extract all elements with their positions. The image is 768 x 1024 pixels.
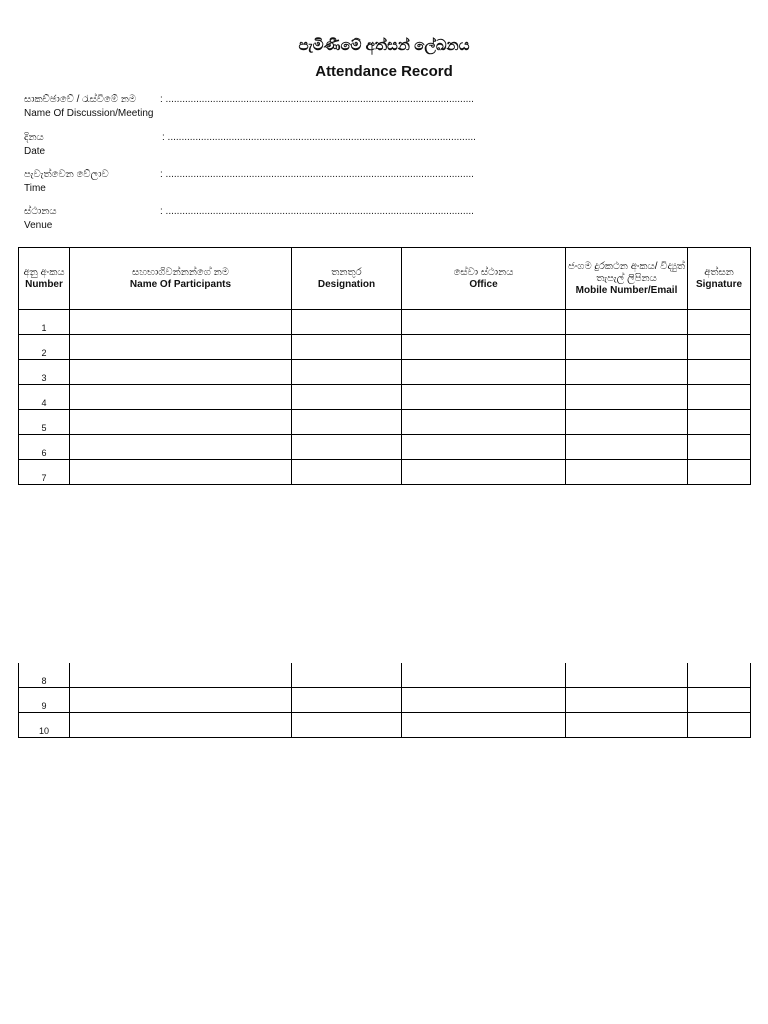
table-row [19, 688, 751, 713]
cell-signature[interactable] [688, 460, 751, 485]
row-number: 6 [19, 435, 70, 460]
cell-signature[interactable] [688, 435, 751, 460]
cell-designation[interactable] [292, 335, 402, 360]
row-number: 9 [19, 688, 70, 713]
field-date-sinhala: දිනය [24, 132, 44, 143]
cell-name[interactable] [70, 688, 292, 713]
cell-contact[interactable] [566, 335, 688, 360]
cell-contact[interactable] [566, 435, 688, 460]
cell-office[interactable] [402, 688, 566, 713]
cell-signature[interactable] [688, 688, 751, 713]
cell-name[interactable] [70, 410, 292, 435]
row-number: 2 [19, 335, 70, 360]
cell-signature[interactable] [688, 335, 751, 360]
document-title-english: Attendance Record [315, 63, 453, 80]
cell-signature[interactable] [688, 310, 751, 335]
header-office [402, 248, 566, 310]
field-date [24, 131, 45, 159]
header-contact-sinhala: ජංගම දුරකථන අංකය/ විද්‍යුත් තැපැල් ලිපිනය [568, 260, 685, 284]
cell-office[interactable] [402, 410, 566, 435]
cell-office[interactable] [402, 335, 566, 360]
cell-office[interactable] [402, 360, 566, 385]
cell-contact[interactable] [566, 385, 688, 410]
cell-name[interactable] [70, 360, 292, 385]
header-office-english: Office [469, 278, 498, 290]
table-row [19, 460, 751, 485]
row-number: 7 [19, 460, 70, 485]
header-name-sinhala: සහභාගිවන්නන්ගේ නම [132, 266, 229, 278]
cell-designation[interactable] [292, 435, 402, 460]
cell-signature[interactable] [688, 410, 751, 435]
cell-office[interactable] [402, 460, 566, 485]
header-number-sinhala: අනු අංකය [23, 266, 65, 278]
header-office-sinhala: සේවා ස්ථානය [453, 266, 514, 278]
cell-office[interactable] [402, 713, 566, 738]
cell-contact[interactable] [566, 360, 688, 385]
cell-signature[interactable] [688, 713, 751, 738]
field-meeting-name-line[interactable]: : ............................................................................................................... [160, 94, 474, 105]
header-signature [688, 248, 751, 310]
row-number: 10 [19, 713, 70, 738]
header-number [19, 248, 70, 310]
cell-name[interactable] [70, 335, 292, 360]
cell-name[interactable] [70, 385, 292, 410]
header-designation-english: Designation [317, 278, 376, 290]
header-designation [292, 248, 402, 310]
cell-office[interactable] [402, 435, 566, 460]
cell-designation[interactable] [292, 460, 402, 485]
cell-signature[interactable] [688, 360, 751, 385]
cell-office[interactable] [402, 310, 566, 335]
field-venue-line[interactable]: : ............................................................................................................... [160, 206, 474, 217]
attendance-table [18, 247, 751, 485]
header-contact [566, 248, 688, 310]
cell-designation[interactable] [292, 663, 402, 688]
field-meeting-name-sinhala: සාකච්ඡාවේ / රැස්වීමේ නම [24, 94, 137, 105]
table-row [19, 435, 751, 460]
header-signature-english: Signature [695, 278, 743, 290]
field-venue [24, 205, 57, 233]
field-time [24, 168, 109, 196]
cell-designation[interactable] [292, 688, 402, 713]
table-row [19, 410, 751, 435]
field-venue-english: Venue [24, 220, 53, 231]
field-time-english: Time [24, 183, 46, 194]
cell-designation[interactable] [292, 410, 402, 435]
cell-contact[interactable] [566, 310, 688, 335]
table-row [19, 385, 751, 410]
field-time-line[interactable]: : ............................................................................................................... [160, 169, 474, 180]
field-meeting-name [24, 93, 154, 121]
field-time-sinhala: පැවැත්වෙන වේලාව [24, 169, 109, 180]
cell-name[interactable] [70, 460, 292, 485]
cell-contact[interactable] [566, 688, 688, 713]
table-row [19, 310, 751, 335]
table-header-row [19, 248, 751, 310]
cell-signature[interactable] [688, 385, 751, 410]
header-signature-sinhala: අත්සන [704, 266, 734, 278]
cell-name[interactable] [70, 310, 292, 335]
header-name-english: Name Of Participants [129, 278, 232, 290]
row-number: 8 [19, 663, 70, 688]
field-meeting-name-english: Name Of Discussion/Meeting [24, 108, 154, 119]
header-number-english: Number [25, 278, 63, 290]
header-contact-english: Mobile Number/Email [575, 284, 678, 296]
row-number: 5 [19, 410, 70, 435]
table-row [19, 713, 751, 738]
header-name [70, 248, 292, 310]
cell-signature[interactable] [688, 663, 751, 688]
header-designation-sinhala: තනතුර [331, 266, 362, 278]
cell-designation[interactable] [292, 713, 402, 738]
attendance-table-continued [18, 663, 751, 738]
cell-name[interactable] [70, 435, 292, 460]
cell-office[interactable] [402, 385, 566, 410]
cell-designation[interactable] [292, 360, 402, 385]
cell-contact[interactable] [566, 410, 688, 435]
row-number: 4 [19, 385, 70, 410]
cell-contact[interactable] [566, 663, 688, 688]
cell-contact[interactable] [566, 713, 688, 738]
cell-contact[interactable] [566, 460, 688, 485]
field-venue-sinhala: ස්ථානය [24, 206, 57, 217]
table-row [19, 360, 751, 385]
document-title-sinhala: පැමිණීමේ අත්සන් ලේඛනය [298, 37, 470, 54]
cell-office[interactable] [402, 663, 566, 688]
field-date-english: Date [24, 146, 46, 157]
cell-designation[interactable] [292, 385, 402, 410]
field-date-line[interactable]: : ............................................................................................................... [162, 132, 476, 143]
cell-name[interactable] [70, 663, 292, 688]
row-number: 3 [19, 360, 70, 385]
cell-designation[interactable] [292, 310, 402, 335]
table-row [19, 335, 751, 360]
cell-name[interactable] [70, 713, 292, 738]
row-number: 1 [19, 310, 70, 335]
table-row [19, 663, 751, 688]
